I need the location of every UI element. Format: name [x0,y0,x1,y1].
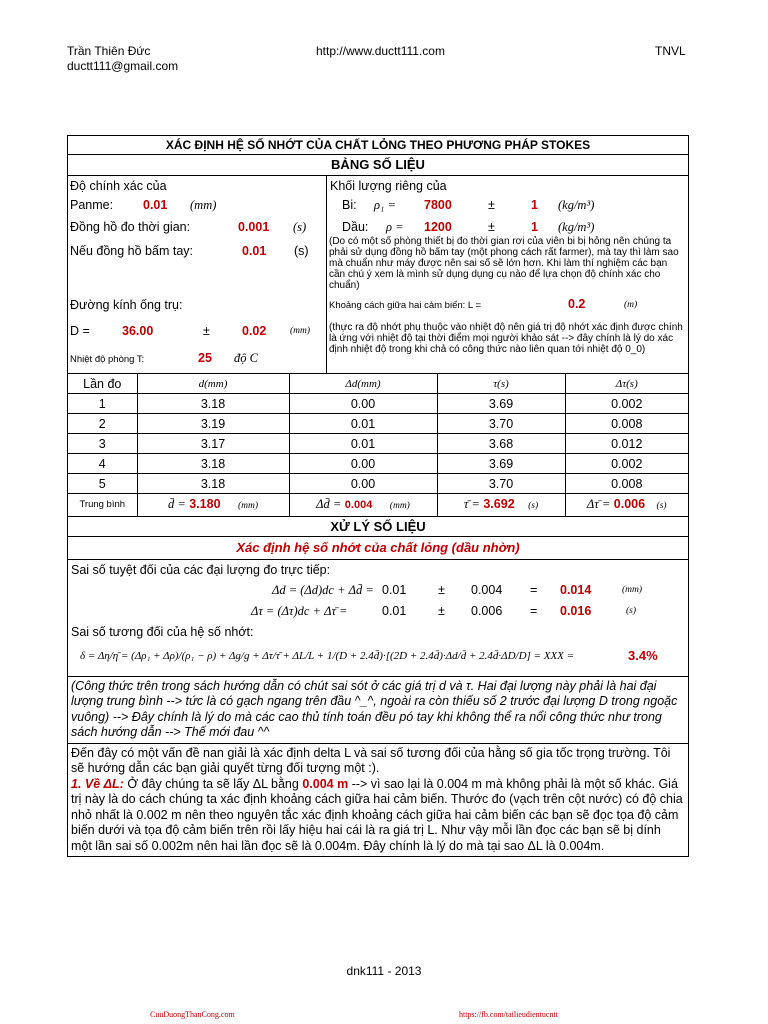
relative-error-label: Sai số tương đối của hệ số nhớt: [71,624,254,639]
cell-tau: 3.69 [437,454,565,474]
table-header-row [68,374,688,394]
average-tau-symbol: τ̄ = [463,497,480,512]
table-row [68,474,688,494]
website-link[interactable]: http://www.ductt111.com [316,44,445,58]
rho1-pm: ± [488,198,495,212]
diameter-pm: ± [203,324,210,338]
distance-label: Khoảng cách giữa hai cảm biến: L = [329,300,482,311]
rho1-error: 1 [531,198,538,212]
delta-l-text-b: --> vì sao lại là 0.004 m mà không phải là một số khác. Giá trị này là do cách chúng ta xác định khoảng cách giữa hai cảm biến. Thước đo (vạch trên cột nước) có độ chia nhỏ nhất là 0.002 m nên theo nguyên tắc xác định khoảng cách giữa hai cảm biến các bạn sẽ đọc tọa độ cảm biến dưới và tọa độ cảm biến trên rồi lấy hiệu hai cái là ra giá trị L. Như vậy mỗi lần đọc các bạn sẽ bị dính một lần sai số 0.002m nên hai lần đọc sẽ là 0.004m. Đây chính là lý do mà tại sao ΔL là 0.004m. [71,776,683,853]
average-tau-cell [437,494,565,516]
cell-tau: 3.70 [437,414,565,434]
cell-delta-d: 0.01 [289,434,437,454]
distance-value: 0.2 [568,297,586,311]
ball-label: Bi: [342,198,357,212]
diameter-unit: (mm) [290,326,311,336]
cell-run: 3 [68,434,137,454]
delta-l-heading: 1. Về ΔL: [71,776,124,791]
average-tau-unit: (s) [528,501,539,512]
cell-delta-d: 0.00 [289,474,437,494]
rho-symbol: ρ = [386,220,404,234]
delta-l-text-a: Ở đây chúng ta sẽ lấy ΔL bằng [127,776,299,791]
header-tag: TNVL [655,44,686,58]
header-left [67,44,178,74]
cell-tau: 3.68 [437,434,565,454]
diameter-value: 36.00 [122,324,154,338]
clock-value: 0.001 [238,220,270,234]
hand-clock-value: 0.01 [242,244,267,258]
diameter-symbol: D = [70,324,90,338]
cell-d: 3.18 [137,394,289,414]
discussion-block [68,743,688,857]
delta-d-term-a: 0.01 [382,582,407,597]
header-run: Lần đo [83,376,122,391]
page-footer: dnk111 - 2013 [346,964,422,978]
delta-l-value: 0.004 m [302,776,349,791]
table-average-row [68,494,688,516]
precision-label: Độ chính xác của [70,179,167,193]
delta-tau-term-b: 0.006 [471,603,503,618]
average-delta-d-unit: (mm) [389,501,410,512]
cell-delta-tau: 0.002 [565,394,688,414]
hand-clock-label: Nếu đồng hồ bấm tay: [70,244,193,258]
table-row [68,414,688,434]
cell-delta-tau: 0.008 [565,474,688,494]
cell-delta-tau: 0.008 [565,414,688,434]
absolute-error-label: Sai số tuyệt đối của các đại lượng đo trực tiếp: [71,562,331,577]
cell-run: 2 [68,414,137,434]
average-d-value: 3.180 [189,497,221,512]
diameter-label: Đường kính ống trụ: [70,298,183,312]
average-d-symbol: d̄ = [167,497,186,512]
rho-pm: ± [488,220,495,234]
average-d-unit: (mm) [238,501,259,512]
cell-tau: 3.70 [437,474,565,494]
temperature-value: 25 [198,351,212,365]
cell-run: 5 [68,474,137,494]
discussion-intro: Đến đây có một vấn đề nan giải là xác định delta L và sai số tương đối của hằng số gia tốc trọng trường. Tôi sẽ hướng dẫn các bạn giải quyết từng đối tượng một :). [71,745,671,775]
cell-delta-tau: 0.002 [565,454,688,474]
sheet-title: XÁC ĐỊNH HỆ SỐ NHỚT CỦA CHẤT LỎNG THEO PHƯƠNG PHÁP STOKES [165,138,591,152]
delta-d-pm: ± [438,582,445,597]
rho1-value: 7800 [424,198,452,212]
header-delta-tau: Δτ(s) [565,374,688,394]
average-label: Trung bình [68,494,137,516]
cell-d: 3.17 [137,434,289,454]
cell-d: 3.18 [137,454,289,474]
cell-delta-d: 0.00 [289,454,437,474]
author-email: ductt111@gmail.com [67,59,179,73]
temperature-note: (thực ra độ nhớt phụ thuộc vào nhiệt độ nên giá trị độ nhớt xác định được chính là ứng với nhiệt độ tại thời điểm mọi người khảo sát --> đây chính là lý do xác định nhiệt độ trong khi chả có công thức nào liên quan tới nhiệt độ 0_0) [329,322,683,355]
parameters-block [68,175,688,373]
clock-unit: (s) [293,220,307,234]
author-name: Trần Thiên Đức [67,44,151,58]
delta-tau-result-unit: (s) [626,605,637,616]
table-row [68,454,688,474]
average-delta-d-value: 0.004 [344,499,373,512]
data-table-title: BẢNG SỐ LIỆU [68,154,688,175]
watermark-right: https://fb.com/tailieudientucntt [459,1010,558,1019]
delta-l-section [71,777,685,855]
table-row [68,394,688,414]
formula-correction-note: (Công thức trên trong sách hướng dẫn có chút sai sót ở các giá trị d và τ. Hai đại lượng này phải là hai đại lượng trung bình --> tức là có gạch ngang trên đầu ^_^, ngoài ra còn thiếu số 2 trước đại lượng D trong ngoặc vuông) --> Đây chính là lý do mà các cao thủ tính toán đều pó tay khi không thể ra nổi công thức như trong sách hướng dẫn --> Thế mới đau ^^ [68,676,688,743]
average-delta-tau-cell [565,494,688,516]
rho-value: 1200 [424,220,452,234]
delta-tau-result: 0.016 [560,603,592,618]
relative-error-formula: δ = Δη/η̄ = (Δρ₁ + Δρ)/(ρ₁ − ρ) + Δg/g + Δτ/τ̄ + ΔL/L + 1/(D + 2.4d̄)·[(2D + 2.4d̄)·Δd/d̄ + 2.4d̄·ΔD/D] = XXX = [80,649,575,662]
delta-tau-pm: ± [438,603,445,618]
delta-d-term-b: 0.004 [471,582,503,597]
table-row [68,434,688,454]
average-delta-tau-symbol: Δτ̄ = [586,497,611,512]
relative-error-result: 3.4% [628,647,658,663]
cell-delta-d: 0.01 [289,414,437,434]
delta-tau-term-a: 0.01 [382,603,407,618]
delta-tau-formula: Δτ = (Δτ)dc + Δτ̄ = [251,603,348,618]
temperature-unit: độ C [234,351,258,365]
average-tau-value: 3.692 [483,497,515,512]
delta-d-result: 0.014 [560,582,592,597]
average-delta-d-symbol: Δd̄ = [316,497,342,512]
header-d: d(mm) [137,374,289,394]
oil-label: Dầu: [342,220,369,234]
rho1-unit: (kg/m³) [558,198,595,212]
average-delta-d-cell [289,494,437,516]
panme-value: 0.01 [143,198,168,212]
distance-unit: (m) [624,300,638,310]
hand-clock-unit: (s) [294,244,309,258]
header-tau: τ(s) [437,374,565,394]
temperature-label: Nhiệt độ phòng T: [70,354,145,365]
data-sheet [67,135,689,857]
panme-unit: (mm) [190,198,217,212]
processing-subtitle: Xác định hệ số nhớt của chất lỏng (dầu nhờn) [68,536,688,559]
delta-tau-equals: = [530,603,538,618]
delta-d-formula: Δd = (Δd)dc + Δd̄ = [272,582,374,597]
cell-delta-d: 0.00 [289,394,437,414]
header-delta-d: Δd(mm) [289,374,437,394]
average-delta-tau-unit: (s) [656,501,667,512]
diameter-error: 0.02 [242,324,267,338]
clock-note: (Do có một số phòng thiết bị đo thời gian rơi của viên bi bị hỏng nên chúng ta phải sử dụng đồng hồ bấm tay (một phong cách rất farmer), mà tay thì làm sao mà chuẩn như máy được nên sai số sẽ lớn hơn. Khi làm thí nghiệm các bạn cần chú ý xem là mình sử dụng dụng cụ nào để lựa chọn độ chính xác cho chuẩn) [329,236,679,291]
panme-label: Panme: [70,198,114,212]
rho-error: 1 [531,220,538,234]
cell-delta-tau: 0.012 [565,434,688,454]
measurement-table [68,373,688,516]
cell-run: 1 [68,394,137,414]
cell-d: 3.18 [137,474,289,494]
delta-d-equals: = [530,582,538,597]
average-d-cell [137,494,289,516]
cell-run: 4 [68,454,137,474]
watermark-left: CuuDuongThanCong.com [150,1010,235,1019]
delta-d-result-unit: (mm) [622,584,643,595]
cell-tau: 3.69 [437,394,565,414]
rho1-symbol: ρ₁ = [374,198,396,212]
density-label: Khối lượng riêng của [330,179,447,193]
cell-d: 3.19 [137,414,289,434]
rho-unit: (kg/m³) [558,220,595,234]
clock-label: Đồng hồ đo thời gian: [70,220,191,234]
error-calculation-block [68,559,688,676]
processing-title: XỬ LÝ SỐ LIỆU [68,516,688,536]
average-delta-tau-value: 0.006 [613,497,646,512]
